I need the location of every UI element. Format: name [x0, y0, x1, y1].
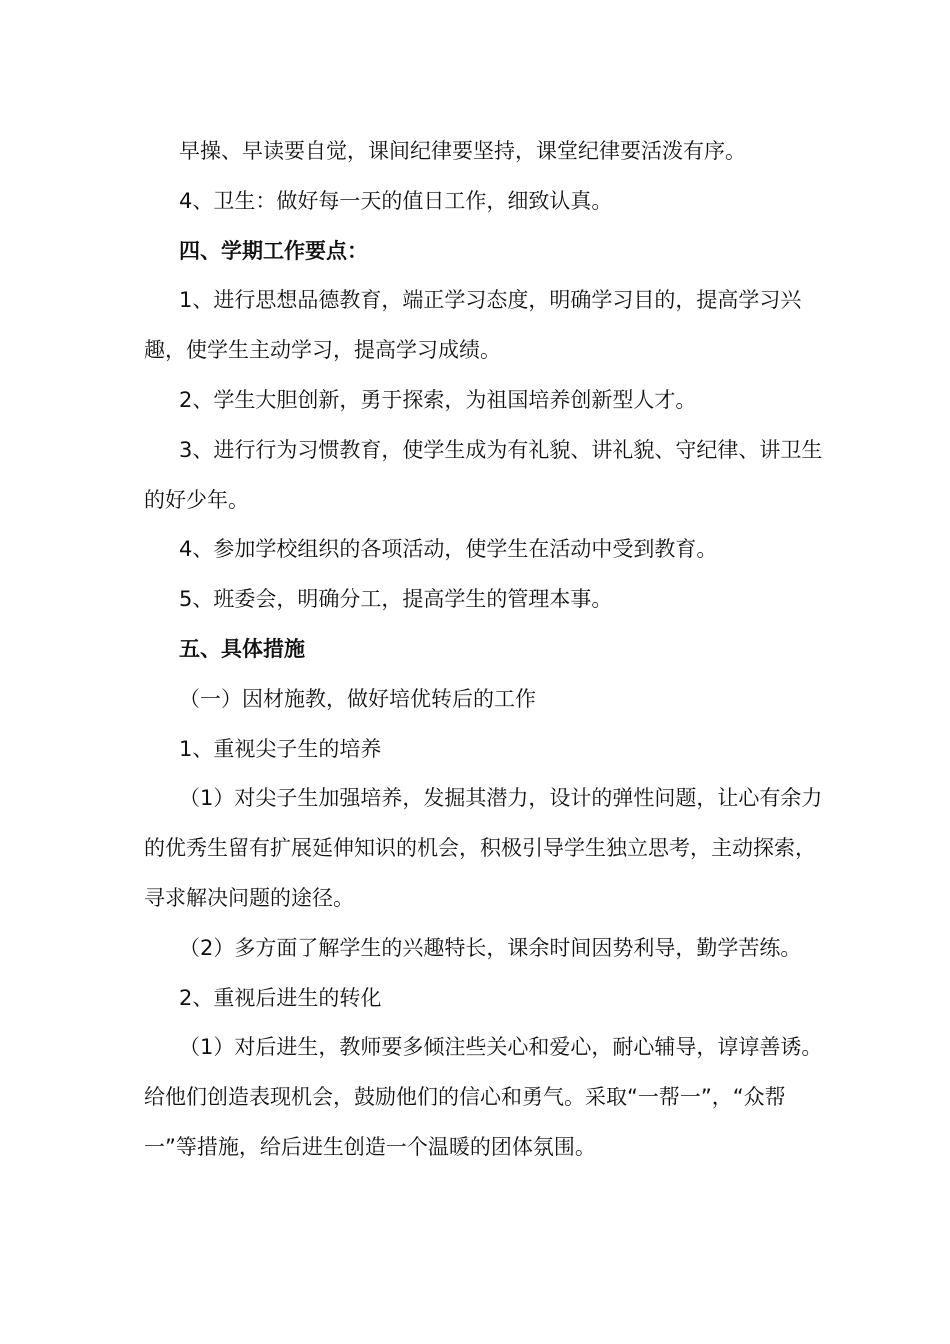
paragraph-point-3: 3、进行行为习惯教育，使学生成为有礼貌、讲礼貌、守纪律、讲卫生的好少年。 — [144, 437, 823, 512]
paragraph-point-2: 2、学生大胆创新，勇于探索，为祖国培养创新型人才。 — [179, 387, 697, 412]
heading-semester-key-points: 四、学期工作要点： — [179, 238, 368, 263]
subheading-top-students: 1、重视尖子生的培养 — [179, 736, 382, 761]
document-body — [144, 127, 834, 1173]
paragraph-hygiene: 4、卫生：做好每一天的值日工作，细致认真。 — [179, 188, 613, 213]
heading-specific-measures: 五、具体措施 — [179, 636, 305, 661]
subheading-struggling-students: 2、重视后进生的转化 — [179, 985, 382, 1010]
subheading-teach-according-to-aptitude: （一）因材施教，做好培优转后的工作 — [179, 686, 536, 711]
paragraph-point-1: 1、进行思想品德教育，端正学习态度，明确学习目的，提高学习兴趣，使学生主动学习，提高学习成绩。 — [144, 288, 802, 363]
paragraph-point-5: 5、班委会，明确分工，提高学生的管理本事。 — [179, 587, 613, 612]
paragraph-top-students-1: （1）对尖子生加强培养，发掘其潜力，设计的弹性问题，让心有余力的优秀生留有扩展延伸知识的机会，积极引导学生独立思考，主动探索，寻求解决问题的途径。 — [144, 786, 823, 910]
paragraph-discipline-continued: 早操、早读要自觉，课间纪律要坚持，课堂纪律要活泼有序。 — [179, 139, 746, 163]
paragraph-point-4: 4、参加学校组织的各项活动，使学生在活动中受到教育。 — [179, 537, 718, 562]
paragraph-top-students-2: （2）多方面了解学生的兴趣特长，课余时间因势利导，勤学苦练。 — [179, 935, 802, 960]
paragraph-struggling-students-1: （1）对后进生，教师要多倾注些关心和爱心，耐心辅导，谆谆善诱。给他们创造表现机会，鼓励他们的信心和勇气。采取“一帮一”，“众帮一”等措施，给后进生创造一个温暖的团体氛围。 — [144, 1035, 823, 1159]
